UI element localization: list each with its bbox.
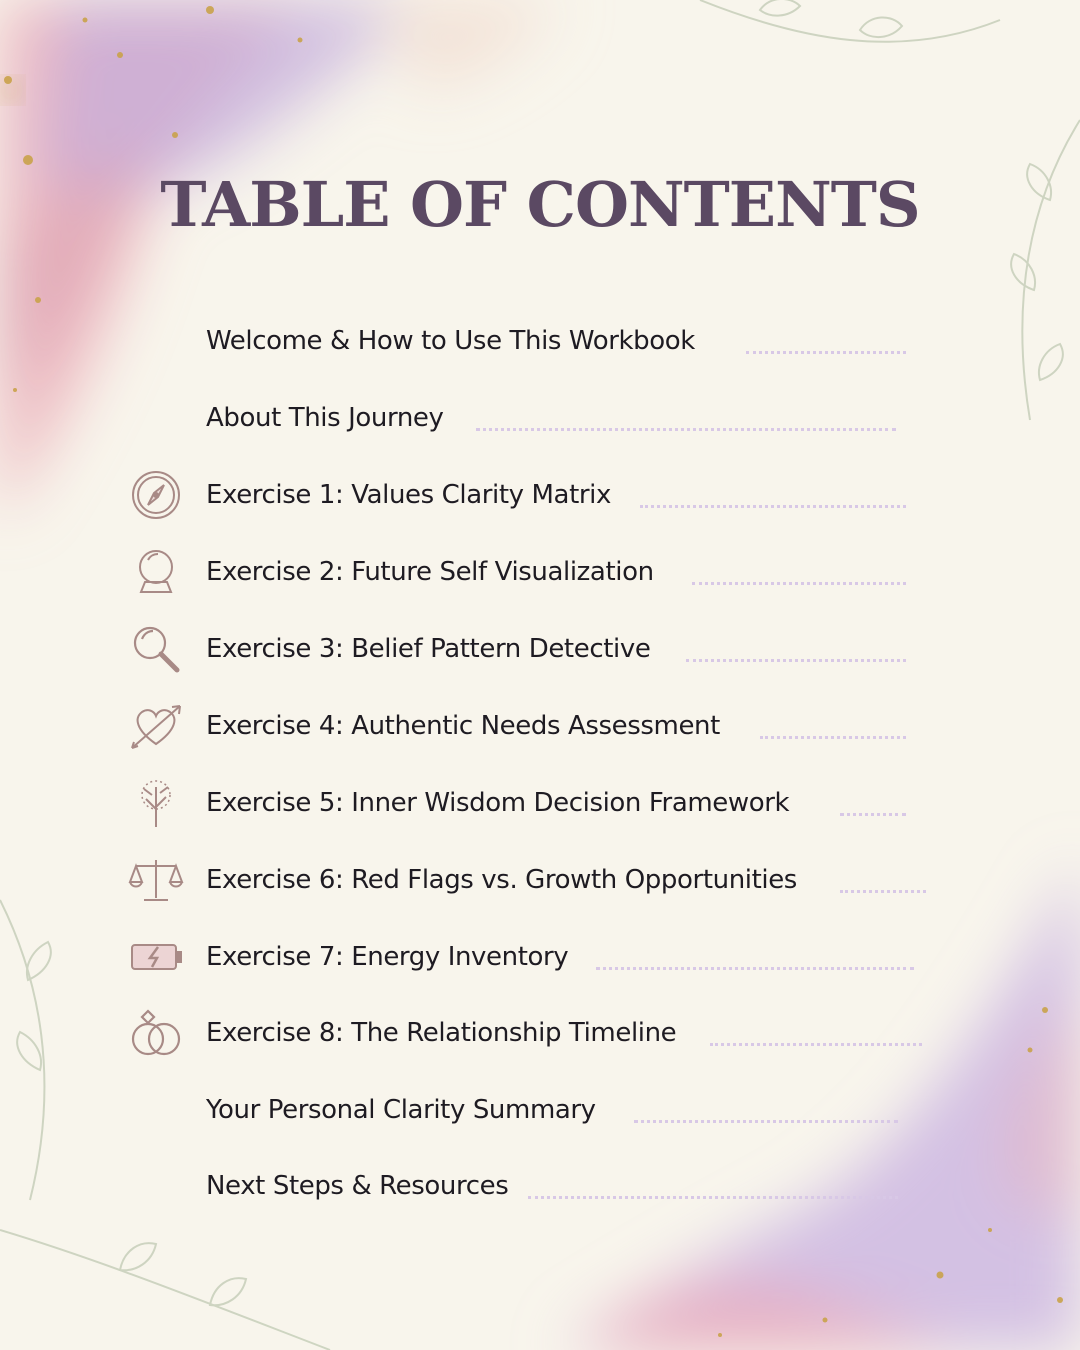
toc-entry-label: Welcome & How to Use This Workbook (206, 326, 695, 356)
toc-entry-label: Exercise 5: Inner Wisdom Decision Framework (206, 788, 790, 818)
toc-entry[interactable] (128, 773, 928, 833)
toc-entry-label: Exercise 4: Authentic Needs Assessment (206, 711, 720, 741)
magnifying-glass-icon (128, 623, 184, 675)
toc-entry[interactable] (128, 696, 928, 756)
toc-entry[interactable] (128, 1156, 928, 1216)
toc-entry[interactable] (128, 927, 928, 987)
dotted-leader (686, 659, 906, 662)
toc-entry-label: Your Personal Clarity Summary (206, 1095, 596, 1125)
balance-scale-icon (128, 854, 184, 906)
toc-entry-label: About This Journey (206, 403, 444, 433)
toc-entry-label: Exercise 6: Red Flags vs. Growth Opportunities (206, 865, 797, 895)
dotted-leader (634, 1120, 898, 1123)
dotted-leader (528, 1196, 898, 1199)
dotted-leader (840, 813, 906, 816)
toc-entry[interactable] (128, 311, 928, 371)
dotted-leader (746, 351, 906, 354)
toc-entry[interactable] (128, 1080, 928, 1140)
toc-entry[interactable] (128, 619, 928, 679)
toc-entry[interactable] (128, 850, 928, 910)
toc-entry-label: Exercise 2: Future Self Visualization (206, 557, 654, 587)
toc-entry[interactable] (128, 1003, 928, 1063)
crystal-ball-icon (128, 546, 184, 598)
interlocked-rings-icon (128, 1007, 184, 1059)
battery-charging-icon (128, 931, 184, 983)
dotted-leader (596, 967, 914, 970)
tree-icon (128, 777, 184, 829)
toc-entry[interactable] (128, 388, 928, 448)
toc-entry[interactable] (128, 465, 928, 525)
dotted-leader (760, 736, 906, 739)
heart-arrow-icon (128, 700, 184, 752)
dotted-leader (476, 428, 896, 431)
toc-entry-label: Exercise 8: The Relationship Timeline (206, 1018, 677, 1048)
compass-icon (128, 469, 184, 521)
dotted-leader (640, 505, 906, 508)
page-title: TABLE OF CONTENTS (160, 168, 920, 241)
toc-entry-label: Exercise 1: Values Clarity Matrix (206, 480, 611, 510)
dotted-leader (840, 890, 926, 893)
toc-entry[interactable] (128, 542, 928, 602)
toc-entry-label: Next Steps & Resources (206, 1171, 509, 1201)
toc-entry-label: Exercise 7: Energy Inventory (206, 942, 569, 972)
dotted-leader (710, 1043, 922, 1046)
dotted-leader (692, 582, 906, 585)
toc-entry-label: Exercise 3: Belief Pattern Detective (206, 634, 651, 664)
